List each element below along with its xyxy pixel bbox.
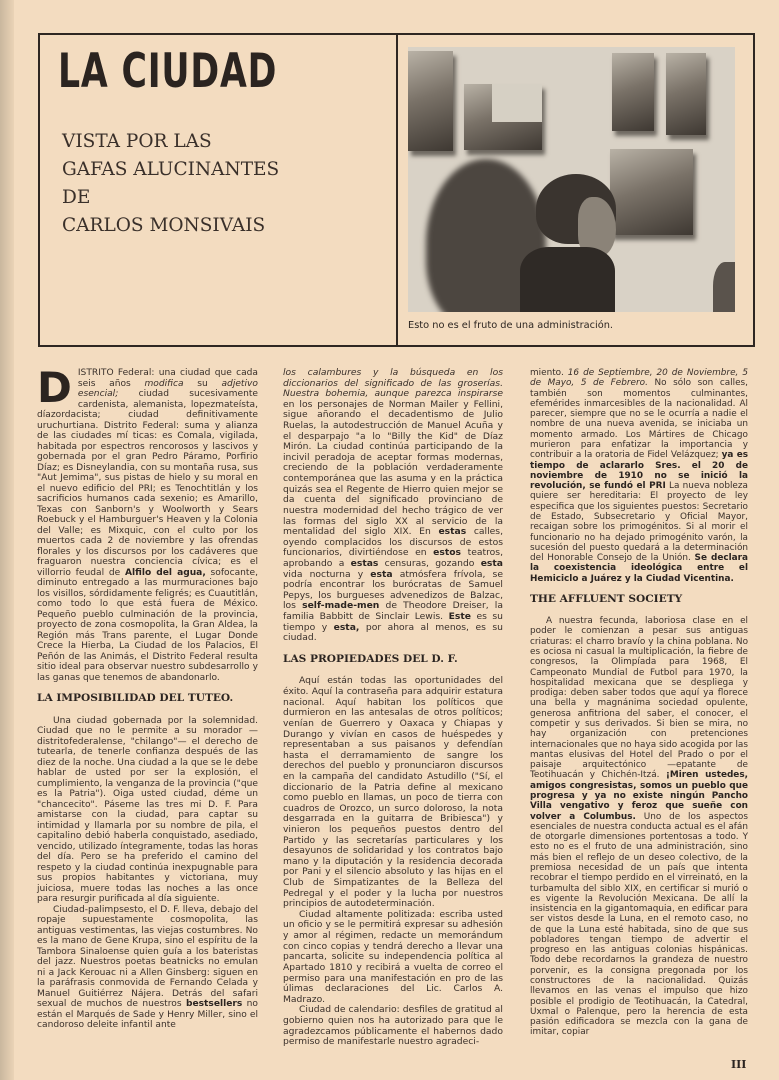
article-column-2 — [283, 368, 503, 1048]
painting — [408, 51, 453, 151]
article-column-3 — [530, 368, 748, 1038]
section-heading: THE AFFLUENT SOCIETY — [530, 592, 683, 605]
figure-right-edge — [713, 262, 735, 312]
photo-caption: Esto no es el fruto de una administración. — [408, 320, 614, 331]
intro-paragraph: DISTRITO Federal: una ciudad que cada seis años modifica su adjetivo esencial; ciudad sucesivamente cardenista, alemanista, lopezmateísta, díazordacista; ciudad definitivamente uruchurtiana. Distrito Federal: suma y alianza de las ciudades mí ticas: es Comala, vigilada, habitada por espectros rencorosos y lascivos y gobernada por el gran Pedro Páramo, Porfirio Díaz; es Disneylandia, con su montaña rusa, sus "Aut Jemima", sus pistas de hielo y su moral en el nuevo edificio del PRI; es Tenochtitlán y los sacrificios humanos cada sexenio; es Amarillo, Texas con Sanborn's y Woolworth y Sears Roebuck y el Hamburguer's Heaven y la Colonia del Valle; es Mixquic, con el culto por los muertos cada 2 de noviembre y las ofrendas florales y los discursos por los cadáveres que fraguaron nuestra conciencia cívica; es el villorrio feudal de Alfilo del agua, sofocante, diminuto entregado a las murmuraciones bajo los visillos, sórdidamente feligrés; es Cuautitlán, como todo lo que está fuera de México. Pequeño pueblo culminación de la provincia, proyecto de zona cosmopolita, la Gran Aldea, la Región más Trans parente, el Lugar Donde Crece la Hierba, La Ciudad de los Palacios, El Peñón de las Animás, el Distrito Federal resulta sitio ideal para observar nuestro subdesarrollo y las ganas que tenemos de abandonarlo. — [37, 363, 258, 683]
section-heading: LA IMPOSIBILIDAD DEL TUTEO. — [37, 692, 234, 704]
subtitle-line: DE — [62, 187, 91, 208]
subtitle-line: VISTA POR LAS — [62, 131, 212, 152]
page-number: III — [731, 1058, 747, 1071]
header-frame-divider — [396, 33, 398, 345]
painting — [492, 84, 542, 122]
article-subtitle — [62, 128, 279, 240]
drop-cap: D — [37, 363, 72, 412]
painting — [612, 53, 654, 131]
section-heading: LAS PROPIEDADES DEL D. F. — [283, 652, 458, 665]
page-binding-shadow — [0, 0, 14, 1080]
body-paragraph: los calambures y la búsqueda en los diccionarios del significado de las groserías. Nuestra bohemia, aunque parezca inspirarse en los personajes de Norman Mailer y Fellini, sigue añorando el decadentismo de Julio Ruelas, la autodestrucción de Manuel Acuña y el desparpajo "a lo "Billy the Kid" de Díaz Mirón. La ciudad continúa participando de la incivil peradoja de aceptar formas modernas, creciendo de la población verdaderamente contemporánea que las asuma y en la práctica quizás sea el Regente de Hierro quien mejor se da cuenta del significado provinciano de nuestra modernidad del hecho trágico de ver las formas del siglo XX al servicio de la mentalidad del siglo XIX. En estas calles, oyendo complacidos los discursos de estos funcionarios, divirtiéndose en estos teatros, aprobando a estas censuras, gozando esta vida nocturna y esta atmósfera frívola, se podría encontrar los burócratas de Samuel Pepys, los burgueses advenedizos de Balzac, los self-made-men de Theodore Dreiser, la familia Babbitt de Sinclair Lewis. Este es su tiempo y esta, por ahora al menos, es su ciudad. — [283, 367, 503, 644]
painting — [666, 53, 706, 135]
body-paragraph: Ciudad-palimpsesto, el D. F. lleva, debajo del ropaje supuestamente cosmopolita, las antiguas vestimentas, las viejas costumbres. No es la mano de Gene Krupa, sino el espíritu de la Tambora Sinaloense quien guía a los bateristas del jazz. Nuestros poetas beatnicks no emulan ni a Jack Kerouac ni a Allen Ginsberg: siguen en la paráfrasis conmovida de Fernando Celada y Manuel Guitiérrez Nájera. Detrás del safari sexual de muchos de nuestros bestsellers no están el Marqués de Sade y Henry Miller, sino el candoroso deleite infantil ante — [37, 904, 258, 1030]
subtitle-author: CARLOS MONSIVAIS — [62, 215, 266, 236]
woman-body — [520, 247, 615, 312]
body-paragraph: Una ciudad gobernada por la solemnidad. Ciudad que no le permite a su morador —distritofederalense, "chilango"— el derecho de tutearla, de tenerle confianza después de las diez de la noche. Una ciudad a la que se le debe hablar de usted por ser la explosión, el cumplimiento, la venganza de la provincia ("que es la Patria"). Oiga usted ciudad, déme un "chancecito". Páseme las tres mi D. F. Para amistarse con la ciudad, para captar su intimidad y llamarla por su nombre de pila, el capitalino debió haberla conquistado, asediado, vencido, utilizado íntegramente, todas las horas del día. Pero se ha preferido el camino del respeto y la ciudad continúa inexpugnable para sus propios habitantes y victoriana, muy juiciosa, muere todas las noches a las once para resurgir purificada al día siguiente. — [37, 715, 258, 904]
painting — [610, 149, 693, 235]
body-paragraph: A nuestra fecunda, laboriosa clase en el poder le comienzan a pesar sus antiguas criaturas: el charro bravío y la china poblana. No es ociosa ni casual la multiplicación, la fiebre de congresos, la Olimpíada para 1968, El Campeonato Mundial de Futbol para 1970, la hospitalidad mexicana que se despliega y prodiga: deben saber todos que aquí ya florece una bella y magnánima sociedad opulente, generosa anfitriona del saber, el conocer, el competir y sus derivados. Si bien se mira, no hay organización con pretenciones internacionales que no haya sido acogida por las mantas elusivas del Hotel del Prado o por el paisaje arquitectónico —epatante de Teotihuacán y Chichén-Itzá. ¡Miren ustedes, amigos congresistas, somos un pueblo que progresa y ya no existe ningún Pancho Villa vengativo y feroz que sueñe con volver a Columbus. Uno de los aspectos esenciales de nuestra conducta actual es el afán de otorgarle dimensiones portentosas a todo. Y esto no es el fruto de una administración, sino más bien el reflejo de un deseo colectivo, de la premiosa necesidad de un país que intenta recobrar el tiempo perdido en el virreinató, en la turbamulta del siblo XIX, en certificar si murió o es vigente la Revolución Mexicana. De allí la insistencia en la gigantomaquia, en edificar para ser vistos desde la Luna, en el remoto caso, no de que la Luna esté habitada, sino de que sus pobladores tengan tiempo de advertir el progreso en las antiguas colonias hispánicas. Todo debe recordarnos la grandeza de nuestro porvenir, es la consigna pregonada por los constructores de la nacionalidad. Quizás llevamos en las venas el impulso que hizo posible el prodigio de Teotihuacán, la Catedral, Uxmal o Palenque, pero la herencia de esta pasión edificadora se mezcla con la gana de imitar, copiar — [530, 616, 748, 1038]
body-paragraph: miento. 16 de Septiembre, 20 de Noviembre, 5 de Mayo, 5 de Febrero. No sólo son calles, también son momentos culminantes, efemérides inmarcesibles de la nacionalidad. Al parecer, siempre que no se le ocurría a nadie el nombre de una nueva avenida, se iniciaba un momento armado. Los Mártires de Chicago murieron para enfatizar la importancia y contribuir a la oratoria de Fidel Velázquez; ya es tiempo de aclararlo Sres. el 20 de noviembre de 1910 no se inició la revolución, se fundó el PRI La nueva nobleza quiere ser hereditaria: El proyecto de ley especifica que los siguientes puestos: Secretario de Estado, Subsecretario y Oficial Mayor, recaigan sobre los primogénitos. Si al morir el funcionario no ha dejado primogénito varón, la sucesión del puesto quedará a la determinación del Honorable Consejo de la Unión. Se declara la coexistencia ideológica entre el Hemiciclo a Juárez y la Ciudad Vicentina. — [530, 368, 749, 584]
subtitle-line: GAFAS ALUCINANTES — [62, 159, 280, 180]
body-paragraph: Ciudad altamente politizada: escriba usted un oficio y se le permitirá expresar su adhesión y amor al régimen, redacte un memorándum con cinco copias y tendrá derecho a llevar una pancarta, solicite su independencia política al Apartado 1810 y recibirá a vuelta de correo el permiso para una manifestación en pro de las úlimas declaraciones del Lic. Carlos A. Madrazo. — [283, 908, 503, 1005]
article-column-1 — [37, 363, 258, 1031]
body-paragraph: Aquí están todas las oportunidades del éxito. Aquí la contraseña para adquirir estatura nacional. Aquí habitan los políticos que durmieron en las antesalas de otros políticos; venían de Guerrero y Oaxaca y Chiapas y Durango y vivían en casos de huéspedes y representaban a sus paisanos y defendían hasta el derramamiento de sangre los derechos del pueblo y pronunciaron discursos en la campaña del candidato Astudillo ("Sí, el diccionario de la Patria define al mexicano como pueblo en llamas, un poco de tierra con cuadros de Orozco, un surco doloroso, la nota desgarrada en la guitarra de Bribiesca") y vinieron los pequeños puestos dentro del Partido y las secretarías particulares y los desayunos de solidaridad y los contratos bajo mano y la diputación y la residencia decorada por Pani y el silencio absoluto y las hijas en el Club de Simpatizantes de la Belleza del Pedregal y el poder y la lucha por nuestros principios de autodeterminación. — [283, 675, 503, 910]
article-title: LA CIUDAD — [58, 44, 278, 99]
body-paragraph: Ciudad de calendario: desfiles de gratitud al gobierno quien nos ha autorizado para que le agradezcamos públicamente el habernos dado permiso de manifestarle nuestro agradeci- — [283, 1004, 503, 1048]
gallery-photo — [408, 47, 735, 312]
